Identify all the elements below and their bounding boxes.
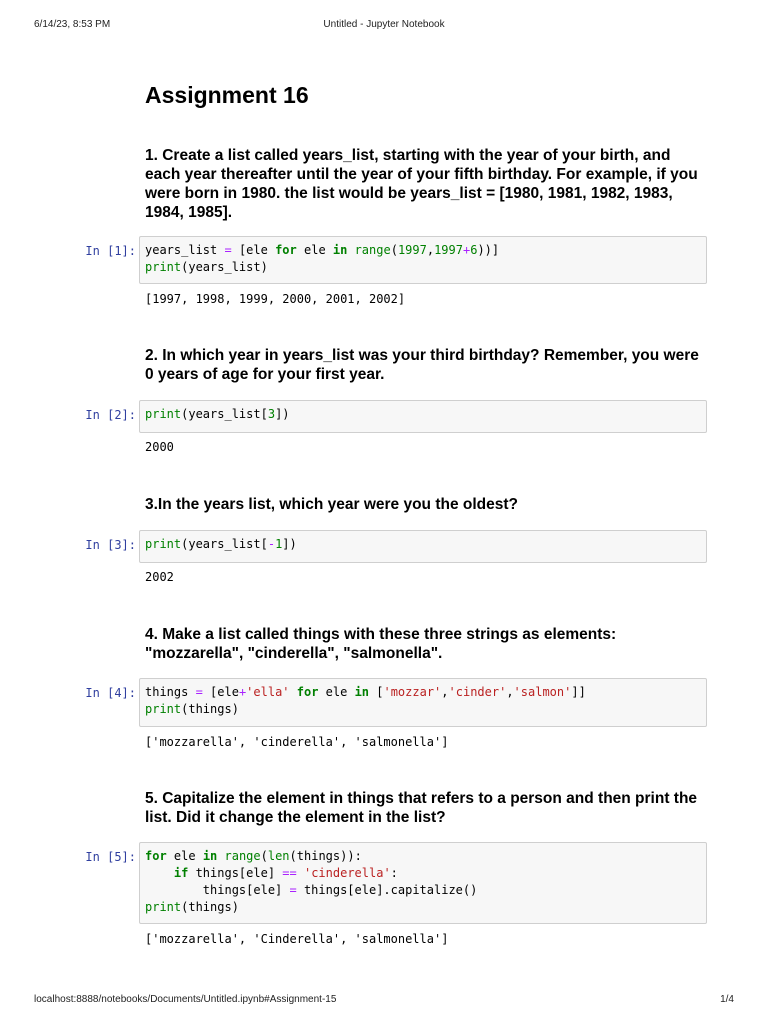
code-line: print(years_list): [145, 260, 268, 274]
output-2: 2000: [145, 440, 174, 454]
code-line: years_list = [ele for ele in range(1997,1997+6))]: [145, 243, 500, 257]
input-prompt-1: In [1]:: [85, 244, 136, 258]
code-line: print(years_list[-1]): [145, 537, 297, 551]
code-cell-4[interactable]: [139, 678, 707, 727]
question-4: 4. Make a list called things with these three strings as elements: "mozzarella", "cinderella", "salmonella".: [145, 626, 617, 662]
input-prompt-3: In [3]:: [85, 538, 136, 552]
code-line: for ele in range(len(things)):: [145, 849, 362, 863]
input-prompt-5: In [5]:: [85, 850, 136, 864]
code-cell-1[interactable]: [139, 236, 707, 284]
print-datetime: 6/14/23, 8:53 PM: [34, 19, 111, 30]
output-1: [1997, 1998, 1999, 2000, 2001, 2002]: [145, 292, 406, 306]
input-prompt-4: In [4]:: [85, 686, 136, 700]
question-5: 5. Capitalize the element in things that refers to a person and then print the list. Did it change the element in the list?: [145, 790, 698, 826]
input-prompt-2: In [2]:: [85, 408, 136, 422]
code-line: print(things): [145, 900, 239, 914]
question-1: 1. Create a list called years_list, starting with the year of your birth, and each year thereafter until the year of your fifth birthday. For example, if you were born in 1980. the list would be years_list = [1980, 1981, 1982, 1983, 1984, 1985].: [145, 147, 698, 221]
code-cell-3[interactable]: [139, 530, 707, 563]
code-line: print(things): [145, 702, 239, 716]
print-page-title: Untitled - Jupyter Notebook: [323, 19, 445, 30]
print-url: localhost:8888/notebooks/Documents/Untitled.ipynb#Assignment-15: [34, 994, 337, 1005]
print-footer: [34, 994, 734, 1008]
code-cell-5[interactable]: [139, 842, 707, 924]
code-line: things[ele] = things[ele].capitalize(): [145, 883, 478, 897]
print-page-number: 1/4: [720, 994, 734, 1005]
output-5: ['mozzarella', 'Cinderella', 'salmonella']: [145, 932, 449, 946]
output-4: ['mozzarella', 'cinderella', 'salmonella']: [145, 735, 449, 749]
code-line: if things[ele] == 'cinderella':: [173, 866, 398, 880]
code-line: things = [ele+'ella' for ele in ['mozzar','cinder','salmon']]: [145, 685, 586, 699]
output-3: 2002: [145, 570, 174, 584]
notebook-title: Assignment 16: [145, 82, 309, 108]
question-3: 3.In the years list, which year were you the oldest?: [145, 496, 518, 513]
question-2: 2. In which year in years_list was your third birthday? Remember, you were 0 years of age for your first year.: [145, 347, 699, 383]
code-line: print(years_list[3]): [145, 407, 290, 421]
code-cell-2[interactable]: [139, 400, 707, 433]
